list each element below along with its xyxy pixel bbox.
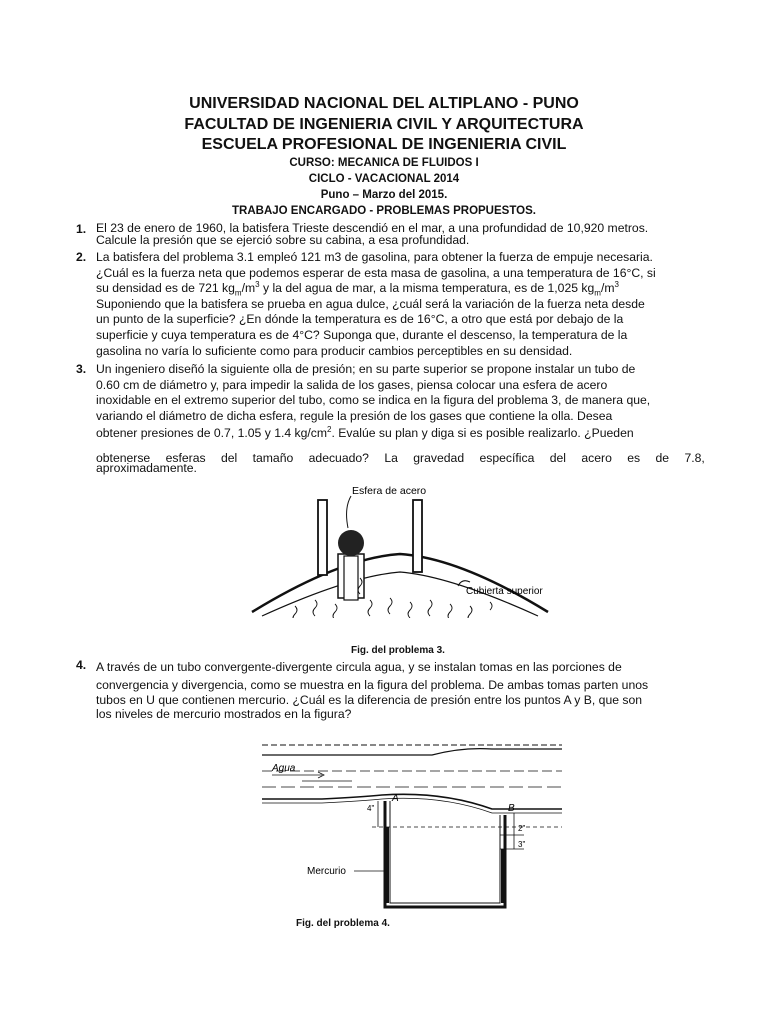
cycle-line: CICLO - VACACIONAL 2014	[308, 173, 460, 185]
mercury-label: Mercurio	[307, 866, 346, 877]
course-line: CURSO: MECANICA DE FLUIDOS I	[289, 157, 479, 169]
text-fragment: /m	[600, 281, 615, 296]
dimension-2in: 2"	[518, 824, 526, 833]
water-label: Agua	[272, 763, 296, 774]
faculty-title: FACULTAD DE INGENIERIA CIVIL Y ARQUITECTURA	[184, 116, 584, 133]
problem-text-line: un punto de la superficie? ¿En dónde la temperatura es de 16°C, a otro que está por debajo de la	[96, 312, 624, 327]
problem-text-line: ¿Cuál es la fuerza neta que podemos esperar de esta masa de gasolina, a una temperatura de 16°C, si	[96, 265, 656, 280]
problem-text-line: variando el diámetro de dicha esfera, regule la presión de los gases que contiene la olla. Desea	[96, 408, 613, 423]
problem-text-line: superficie y cuya temperatura es de 4°C? Suponga que, durante el descenso, la temperatura de la	[96, 327, 628, 342]
problem-text-line: los niveles de mercurio mostrados en la figura?	[96, 707, 352, 721]
figure-3-caption: Fig. del problema 3.	[351, 645, 445, 656]
problem-text-line: obtenerse esferas del tamaño adecuado? La gravedad específica del acero es de 7.8,	[96, 450, 705, 465]
figure-4-caption: Fig. del problema 4.	[296, 918, 390, 929]
figure-problem-4	[262, 735, 562, 917]
subscript: m	[234, 288, 242, 298]
problem-2	[76, 250, 698, 359]
dimension-4in: 4"	[367, 804, 375, 813]
problem-1	[76, 221, 698, 247]
sphere-label: Esfera de acero	[352, 485, 427, 497]
problem-text-line: A través de un tubo convergente-divergente circula agua, y se instalan tomas en las porciones de	[96, 660, 622, 674]
subscript: m	[594, 288, 601, 298]
problem-number: 2.	[76, 250, 87, 264]
superscript: 3	[614, 280, 619, 290]
superscript: 3	[255, 280, 260, 290]
figure-problem-3	[240, 478, 570, 618]
problem-text-line: Suponiendo que la batisfera se prueba en agua dulce, ¿cuál será la variación de la fuerza neta desde	[96, 296, 645, 311]
text-fragment: /m	[241, 281, 256, 296]
problem-text-line: Calcule la presión que se ejerció sobre su cabina, a esa profundidad.	[96, 233, 470, 247]
problem-4	[76, 658, 698, 723]
school-title: ESCUELA PROFESIONAL DE INGENIERIA CIVIL	[201, 136, 567, 153]
text-fragment: . Evalúe su plan y diga si es posible realizarlo. ¿Pueden	[331, 426, 634, 441]
university-title: UNIVERSIDAD NACIONAL DEL ALTIPLANO - PUNO	[189, 95, 579, 112]
superscript: 2	[327, 425, 332, 435]
point-a-label: A	[392, 793, 399, 804]
problem-text-line	[96, 426, 698, 442]
problem-text-line: El 23 de enero de 1960, la batisfera Trieste descendió en el mar, a una profundidad de 10,920 metros.	[96, 221, 649, 235]
problem-number: 3.	[76, 362, 87, 376]
problem-3	[76, 362, 705, 475]
problem-text-line: tubos en U que contienen mercurio. ¿Cuál es la diferencia de presión entre los puntos A y B, que son	[96, 693, 643, 707]
point-b-label: B	[508, 803, 515, 814]
problem-text-line	[96, 281, 698, 297]
problem-text-line: aproximadamente.	[96, 460, 197, 475]
text-fragment: obtener presiones de 0.7, 1.05 y 1.4 kg/cm	[96, 426, 328, 441]
problem-number: 1.	[76, 222, 87, 236]
problem-text-line: Un ingeniero diseñó la siguiente olla de presión; en su parte superior se propone instalar un tubo de	[96, 362, 636, 376]
problem-number: 4.	[76, 658, 87, 672]
problem-text-line: convergencia y divergencia, como se muestra en la figura del problema. De ambas tomas parten unos	[96, 678, 649, 692]
text-fragment: y la del agua de mar, a la misma temperatura, es de 1,025 kg	[259, 281, 595, 296]
cover-label: Cubierta superior	[466, 586, 543, 597]
problem-text-line: gasolina no varía lo suficiente como para producir cambios perceptibles en su densidad.	[96, 343, 573, 358]
text-fragment: su densidad es de 721 kg	[96, 281, 235, 296]
problem-text-line: 0.60 cm de diámetro y, para impedir la salida de los gases, piensa colocar una esfera de acero	[96, 377, 608, 392]
dimension-3in: 3"	[518, 840, 526, 849]
assignment-title: TRABAJO ENCARGADO - PROBLEMAS PROPUESTOS.	[232, 205, 536, 217]
problem-text-line: inoxidable en el extremo superior del tubo, como se indica en la figura del problema 3, de manera que,	[96, 393, 651, 408]
problem-text-line: La batisfera del problema 3.1 empleó 121 m3 de gasolina, para obtener la fuerza de empuje necesaria.	[96, 250, 653, 264]
place-date-line: Puno – Marzo del 2015.	[320, 189, 448, 201]
